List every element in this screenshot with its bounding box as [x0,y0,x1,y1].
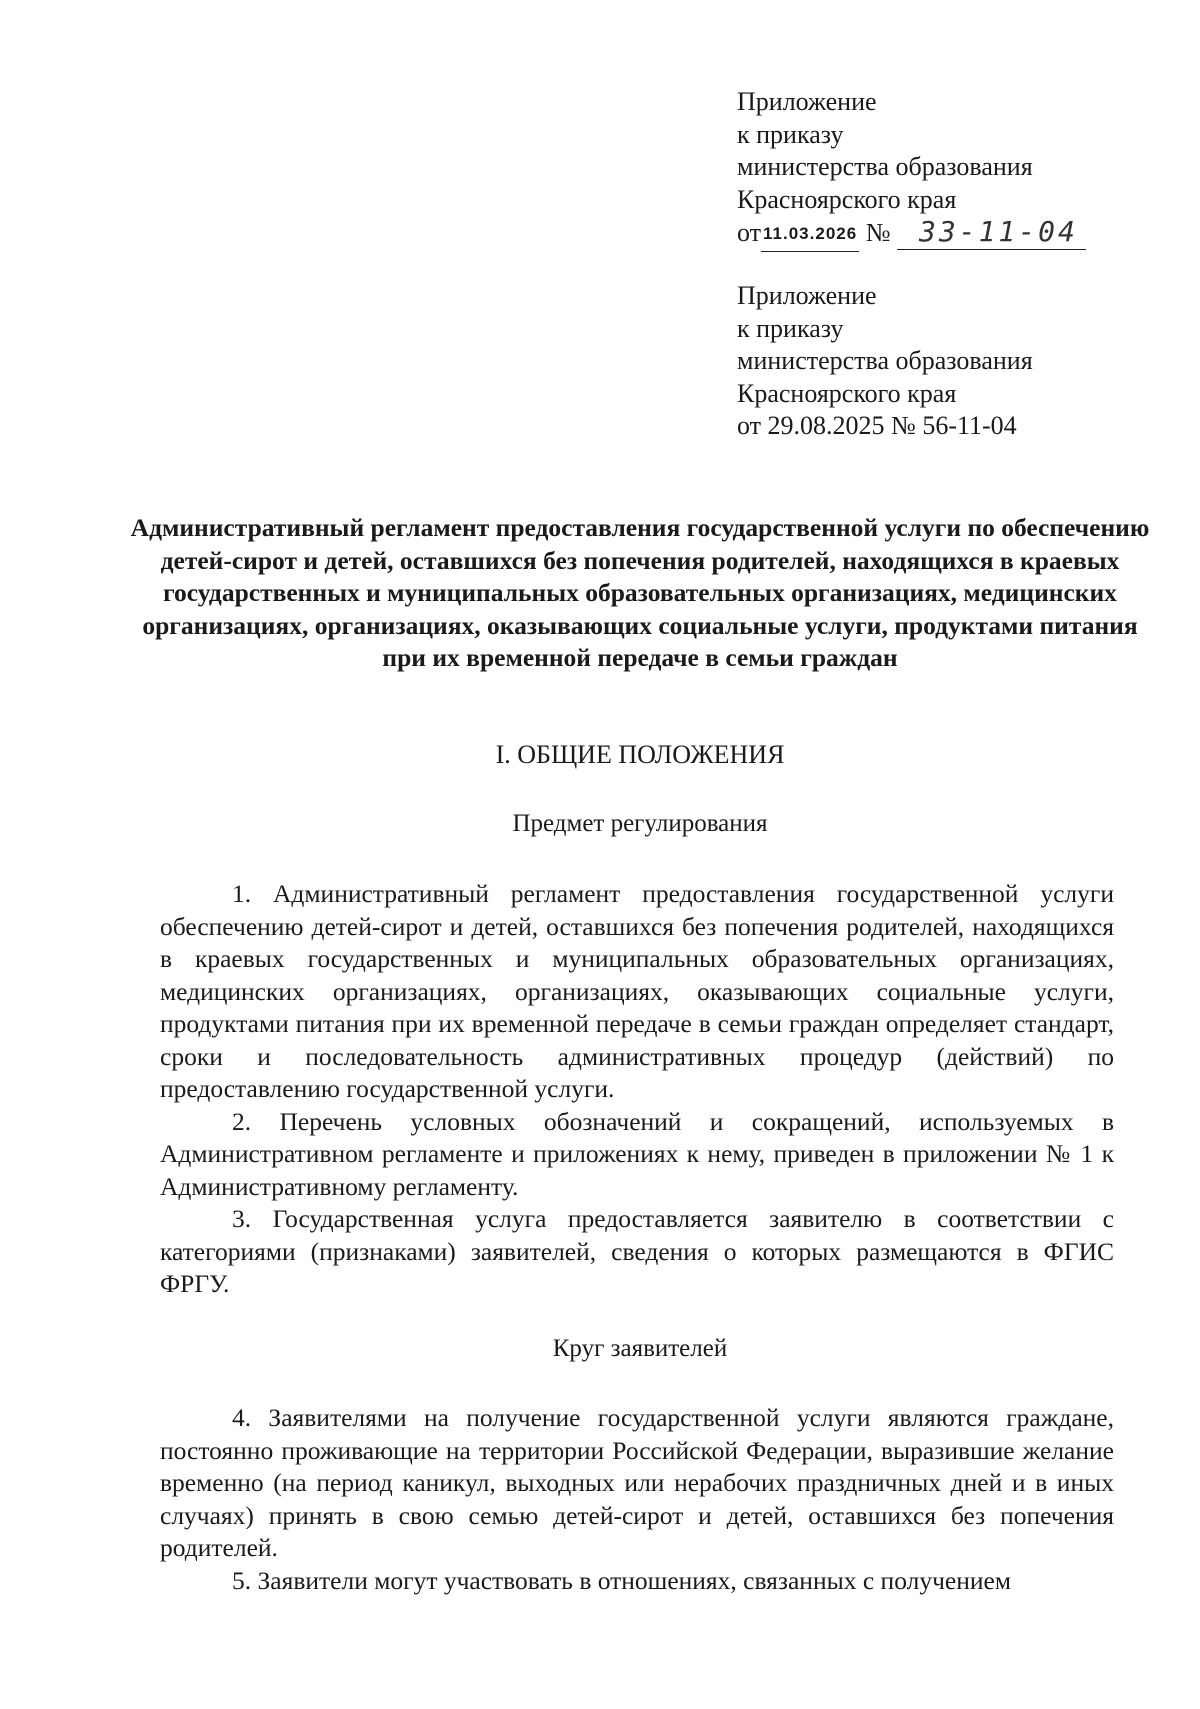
subheading-regulation: Предмет регулирования [512,810,768,837]
appendix-date-line [737,216,1086,252]
body-applicants [160,1402,1114,1597]
appendix-block-previous [737,280,1033,443]
appendix-line: министерства образования [737,346,1033,375]
paragraph: 2. Перечень условных обозначений и сокращений, используемых в Административном регламенте и приложениях к нему, приведен в приложении № 1 к Административному регламенту. [160,1106,1114,1201]
paragraph: 4. Заявителями на получение государственной услуги являются граждане, постоянно проживающие на территории Российской Федерации, выразившие желание временно (на период каникул, выходных или нерабочих праздничных дней и в иных случаях) принять в свою семью детей-сирот и детей, оставшихся без попечения родителей. [160,1403,1114,1562]
handwritten-number: 33-11-04 [897,216,1086,250]
appendix-line: Красноярского края [737,378,957,408]
date-prefix: от [737,218,762,247]
paragraph: 3. Государственная услуга предоставляется заявителю в соответствии с категориями (признаками) заявителей, сведения о которых размещаются в ФГИС ФРГУ. [160,1204,1114,1298]
subheading-applicants: Круг заявителей [552,1335,728,1362]
appendix-line: Приложение [737,281,877,310]
section-heading: I. ОБЩИЕ ПОЛОЖЕНИЯ [495,740,785,769]
appendix-line: от 29.08.2025 № 56-11-04 [737,411,1017,440]
body-regulation [160,878,1114,1301]
appendix-block-current [737,86,1086,252]
appendix-line: Красноярского края [737,184,957,214]
appendix-line: к приказу [737,119,844,149]
appendix-line: Приложение [737,87,877,116]
appendix-line: к приказу [737,313,844,343]
appendix-line: министерства образования [737,152,1033,181]
paragraph: 5. Заявители могут участвовать в отношениях, связанных с получением [232,1565,1011,1595]
paragraph: 1. Административный регламент предоставления государственной услуги обеспечению детей-сирот и детей, оставшихся без попечения родителей, находящихся в краевых государственных и муниципальных образовательных организациях, медицинских организациях, организациях, оказывающих социальные услуги, продуктами питания при их временной передаче в семьи граждан определяет стандарт, сроки и последовательность административных процедур (действий) по предоставлению государственной услуги. [160,879,1114,1103]
number-sign: № [865,218,891,247]
handwritten-date: 11.03.2026 [761,218,859,252]
document-title: Административный регламент предоставления государственной услуги по обеспечению детей-сирот и детей, оставшихся без попечения родителей, находящихся в краевых государственных и муниципальных образовательных организациях, медицинских организациях, организациях, оказывающих социальные услуги, продуктами питания при их временной передаче в семьи граждан [130,513,1150,672]
